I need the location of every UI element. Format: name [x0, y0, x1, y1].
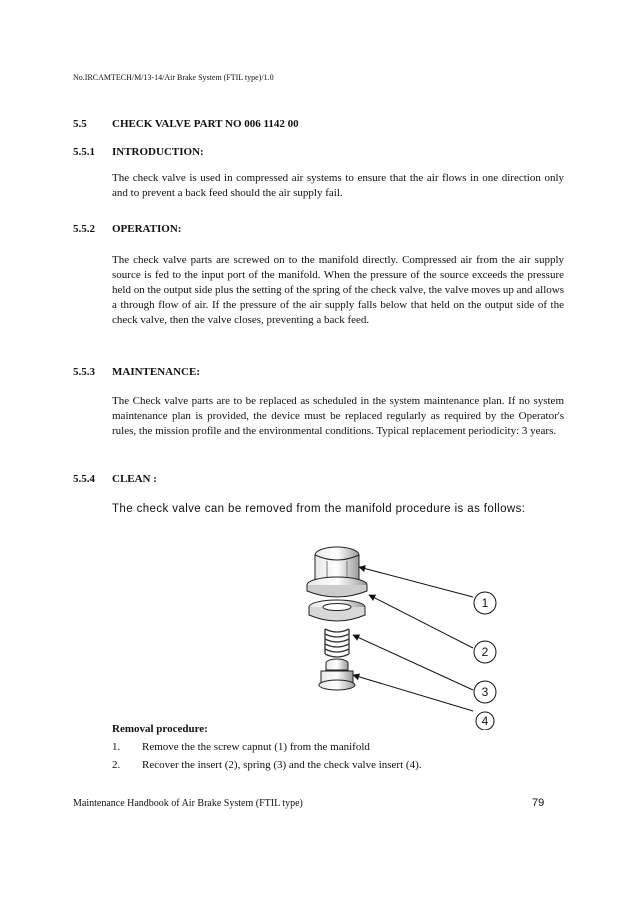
- check-valve-figure: [295, 535, 510, 730]
- clean-heading: [0, 473, 638, 489]
- removal-title: Removal procedure:: [112, 723, 208, 735]
- callout-1: 1: [481, 596, 489, 610]
- operation-text: The check valve parts are screwed on to the manifold directly. Compressed air from the air supply source is fed to the input port of the manifold. When the pressure of the source exceeds the pressure held on the output side plus the setting of the spring of the check valve, the valve moves up and allows a through flow of air. If the pressure of the air supply falls below that held on the output side of the check valve, then the valve closes, preventing a back feed.: [112, 254, 564, 326]
- section-heading: [0, 118, 638, 134]
- callout-arrows: [353, 567, 473, 711]
- intro-heading: [0, 146, 638, 162]
- operation-number: 5.5.2: [73, 223, 95, 235]
- step-number: 1.: [112, 741, 121, 753]
- callout-4: 4: [481, 714, 489, 728]
- step-number: 2.: [112, 759, 121, 771]
- callout-circles: [474, 592, 496, 730]
- spring-part: [325, 629, 349, 657]
- operation-heading: [0, 223, 638, 239]
- intro-number: 5.5.1: [73, 146, 95, 158]
- maintenance-title: MAINTENANCE:: [112, 366, 200, 378]
- capnut-part: [307, 547, 367, 597]
- section-title: CHECK VALVE PART NO 006 1142 00: [112, 118, 299, 130]
- operation-title: OPERATION:: [112, 223, 182, 235]
- step-text: Remove the the screw capnut (1) from the manifold: [142, 741, 370, 753]
- maintenance-heading: [0, 366, 638, 382]
- intro-title: INTRODUCTION:: [112, 146, 204, 158]
- step-text: Recover the insert (2), spring (3) and the check valve insert (4).: [142, 759, 422, 771]
- clean-title: CLEAN :: [112, 473, 157, 485]
- page-number: 79: [532, 797, 545, 809]
- footer-text: Maintenance Handbook of Air Brake System (FTIL type): [73, 798, 303, 809]
- valve-insert-part: [319, 659, 355, 690]
- insert-part: [309, 600, 365, 621]
- document-header: No.IRCAMTECH/M/13-14/Air Brake System (FTIL type)/1.0: [73, 73, 274, 82]
- clean-number: 5.5.4: [73, 473, 95, 485]
- section-number: 5.5: [73, 118, 87, 130]
- removal-step-1: [112, 741, 572, 753]
- maintenance-number: 5.5.3: [73, 366, 95, 378]
- clean-text: The check valve can be removed from the manifold procedure is as follows:: [112, 503, 526, 515]
- callout-2: 2: [481, 645, 489, 659]
- callout-3: 3: [481, 685, 489, 699]
- removal-step-2: [112, 759, 572, 771]
- intro-text: The check valve is used in compressed air systems to ensure that the air flows in one direction only and to prevent a back feed should the air supply fail.: [112, 172, 564, 199]
- maintenance-text: The Check valve parts are to be replaced as scheduled in the system maintenance plan. If no system maintenance plan is provided, the device must be replaced regularly as required by the Operator's rules, the mission profile and the environmental conditions. Typical replacement periodicity: 3 years.: [112, 395, 564, 437]
